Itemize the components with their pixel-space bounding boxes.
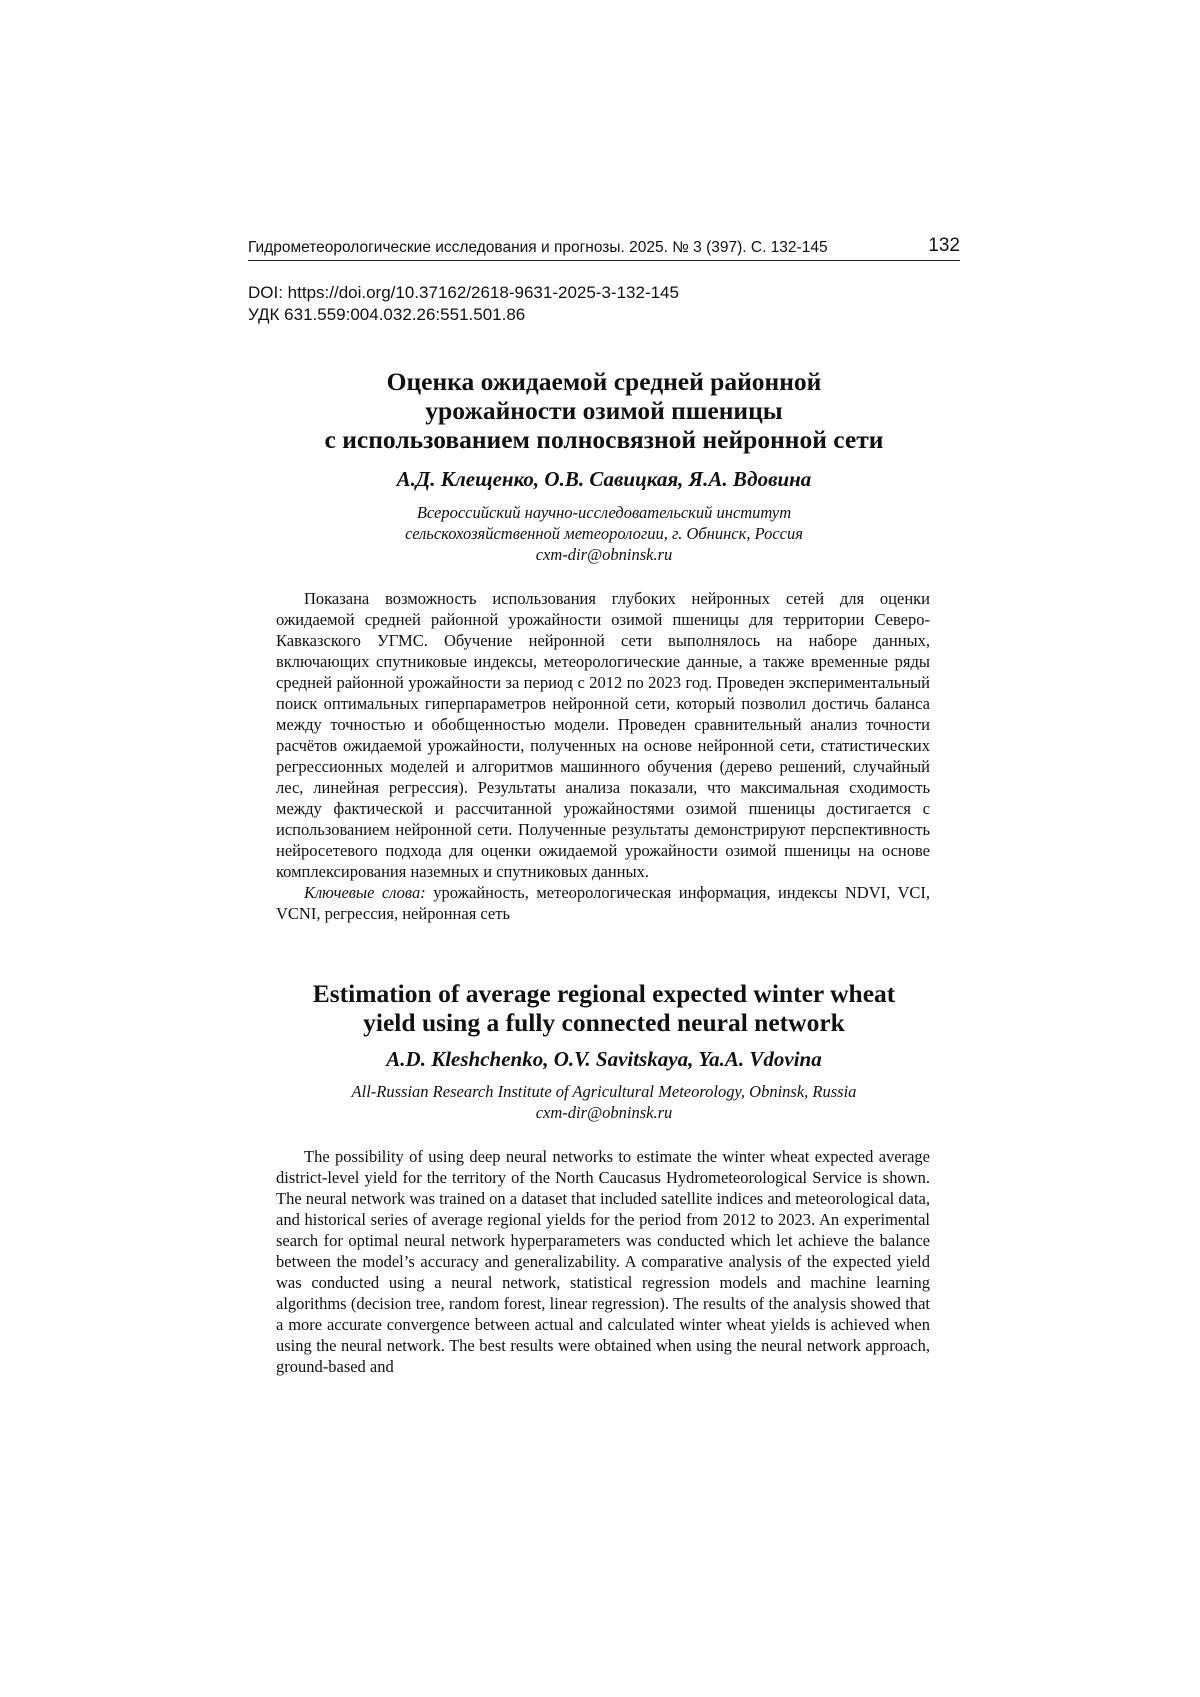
authors-ru: А.Д. Клещенко, О.В. Савицкая, Я.А. Вдовина bbox=[396, 467, 812, 491]
abstract-ru bbox=[276, 588, 930, 924]
title-ru bbox=[248, 367, 960, 454]
abstract-en bbox=[276, 1146, 930, 1377]
title-ru-line: урожайности озимой пшеницы bbox=[425, 396, 783, 425]
affiliation-ru-line: сельскохозяйственной метеорологии, г. Обнинск, Россия bbox=[405, 524, 803, 543]
title-ru-line: с использованием полносвязной нейронной сети bbox=[324, 425, 884, 454]
title-en-line: yield using a fully connected neural network bbox=[363, 1008, 845, 1037]
keywords-ru-label: Ключевые слова: bbox=[304, 883, 426, 902]
keywords-ru-list: урожайность, метеорологическая информация, индексы NDVI, VCI, VCNI, регрессия, нейронная сеть bbox=[276, 883, 931, 923]
affiliation-en bbox=[248, 1081, 960, 1123]
doi-link[interactable]: DOI: https://doi.org/10.37162/2618-9631-2025-3-132-145 bbox=[248, 283, 679, 302]
email-ru[interactable]: cxm-dir@obninsk.ru bbox=[535, 545, 673, 564]
abstract-en-text: The possibility of using deep neural networks to estimate the winter wheat expected average district-level yield for the territory of the North Caucasus Hydrometeorological Service is shown. The neural network was trained on a dataset that included satellite indices and meteorological data, and historical series of average regional yields for the period from 2012 to 2023. An experimental search for optimal neural network hyperparameters was conducted which let achieve the balance between the model’s accuracy and generalizability. A comparative analysis of the expected yield was conducted using a neural network, statistical regression models and machine learning algorithms (decision tree, random forest, linear regression). The results of the analysis showed that a more accurate convergence between actual and calculated winter wheat yields is achieved when using the neural network. The best results were obtained when using the neural network approach, ground-based and bbox=[276, 1147, 930, 1376]
page-number: 132 bbox=[928, 235, 960, 256]
title-en-line: Estimation of average regional expected winter wheat bbox=[312, 979, 896, 1008]
affiliation-ru-line: Всероссийский научно-исследовательский институт bbox=[416, 503, 792, 522]
running-header bbox=[248, 234, 960, 261]
keywords-ru bbox=[276, 882, 930, 924]
affiliation-en-line: All-Russian Research Institute of Agricultural Meteorology, Obninsk, Russia bbox=[351, 1082, 857, 1101]
journal-citation: Гидрометеорологические исследования и прогнозы. 2025. № 3 (397). С. 132-145 bbox=[248, 239, 828, 256]
affiliation-ru bbox=[248, 502, 960, 565]
title-ru-line: Оценка ожидаемой средней районной bbox=[386, 367, 822, 396]
abstract-ru-text: Показана возможность использования глубоких нейронных сетей для оценки ожидаемой средней районной урожайности озимой пшеницы для территории Северо-Кавказского УГМС. Обучение нейронной сети выполнялось на наборе данных, включающих спутниковые индексы, метеорологические данные, а также временные ряды средней районной урожайности за период с 2012 по 2023 год. Проведен экспериментальный поиск оптимальных гиперпараметров нейронной сети, который позволил достичь баланса между точностью и обобщенностью модели. Проведен сравнительный анализ точности расчётов ожидаемой урожайности, полученных на основе нейронной сети, статистических регрессионных моделей и алгоритмов машинного обучения (дерево решений, случайный лес, линейная регрессия). Результаты анализа показали, что максимальная сходимость между фактической и рассчитанной урожайностями озимой пшеницы достигается с использованием нейронной сети. Полученные результаты демонстрируют перспективность нейросетевого подхода для оценки ожидаемой урожайности озимой пшеницы на основе комплексирования наземных и спутниковых данных. bbox=[276, 589, 930, 881]
authors-en: A.D. Kleshchenko, O.V. Savitskaya, Ya.A. Vdovina bbox=[386, 1047, 822, 1071]
identifiers bbox=[248, 282, 679, 326]
title-en bbox=[248, 979, 960, 1037]
email-en[interactable]: cxm-dir@obninsk.ru bbox=[535, 1103, 673, 1122]
udk-code: УДК 631.559:004.032.26:551.501.86 bbox=[248, 305, 526, 324]
